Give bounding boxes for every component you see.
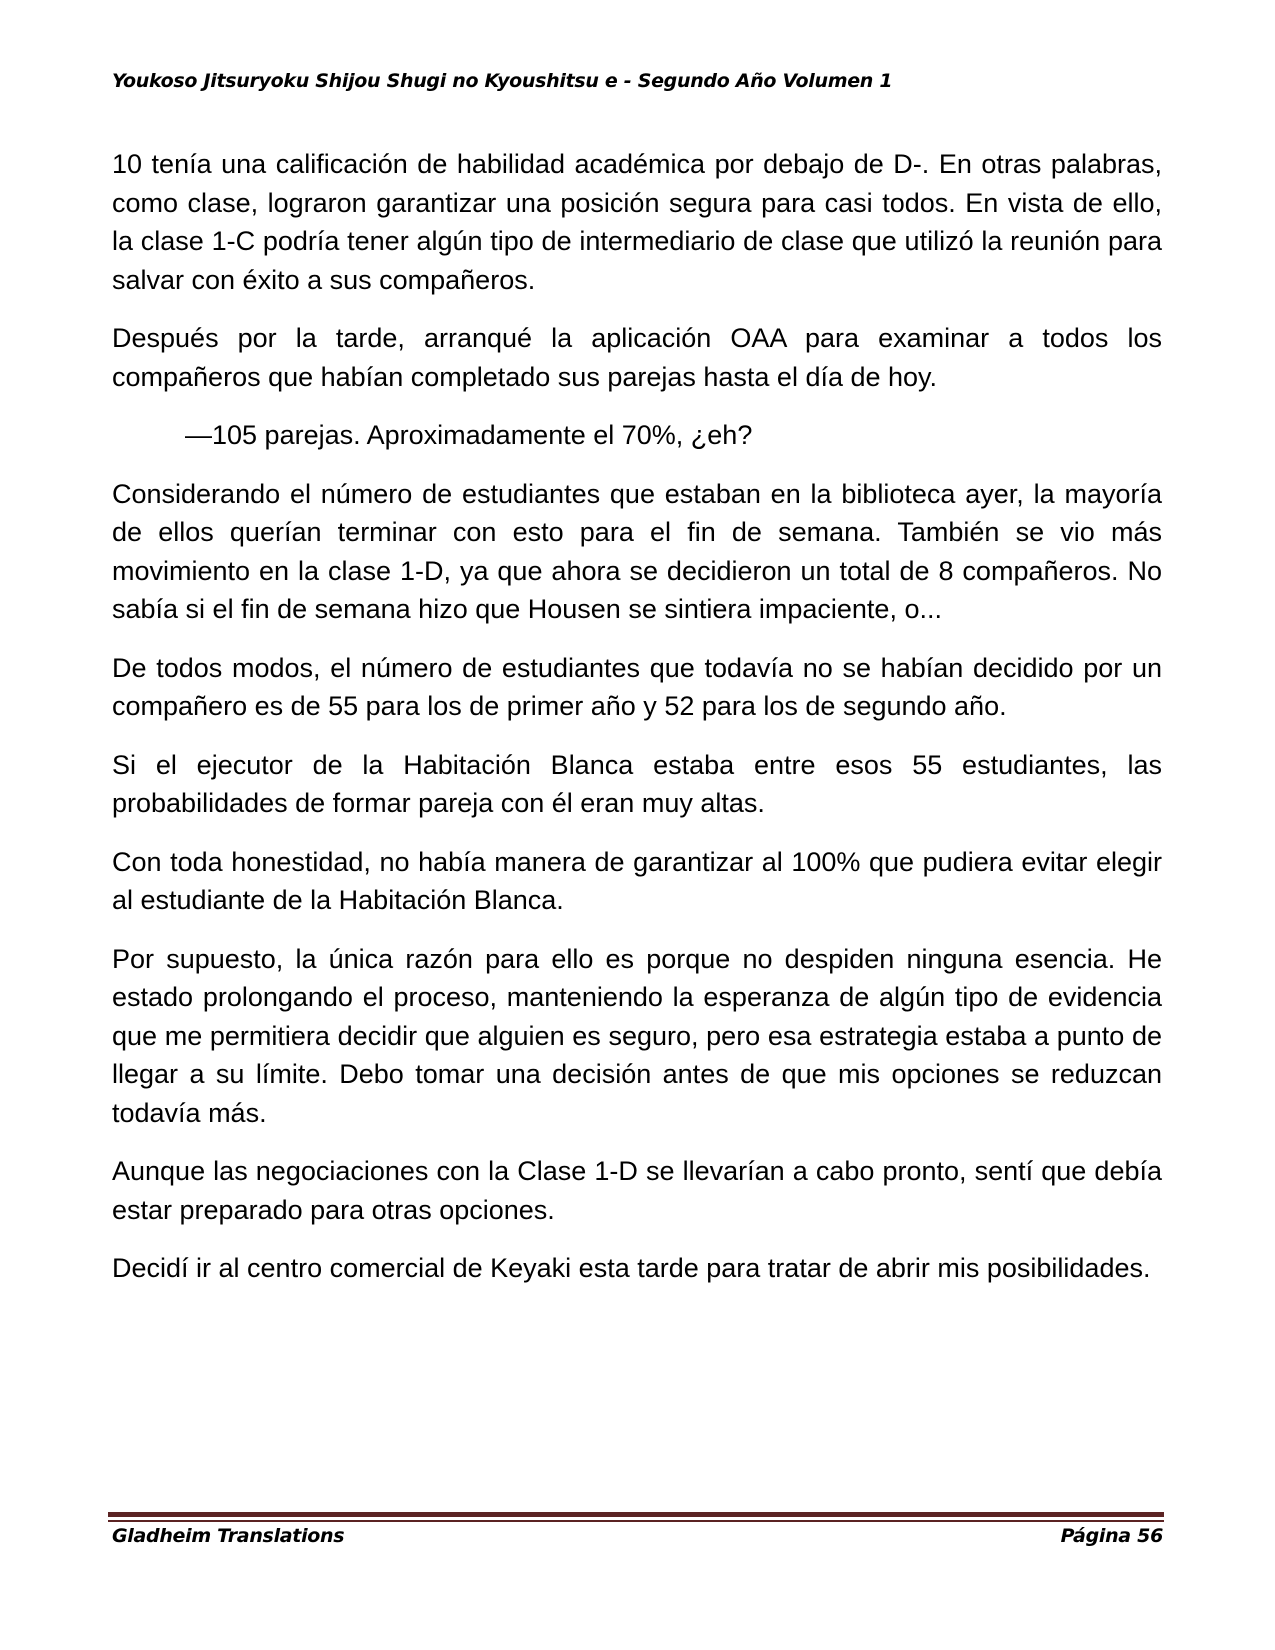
paragraph: Si el ejecutor de la Habitación Blanca estaba entre esos 55 estudiantes, las probabilidades de formar pareja con él eran muy altas. bbox=[112, 749, 1162, 818]
paragraph: Por supuesto, la única razón para ello es porque no despiden ninguna esencia. He estado prolongando el proceso, manteniendo la esperanza de algún tipo de evidencia que me permitiera decidir que alguien es seguro, pero esa estrategia estaba a punto de llegar a su límite. Debo tomar una decisión antes de que mis opciones se reduzcan todavía más. bbox=[112, 943, 1162, 1128]
paragraph: Considerando el número de estudiantes que estaban en la biblioteca ayer, la mayoría de ellos querían terminar con esto para el fin de semana. También se vio más movimiento en la clase 1-D, ya que ahora se decidieron un total de 8 compañeros. No sabía si el fin de semana hizo que Housen se sintiera impaciente, o... bbox=[112, 478, 1162, 624]
footer-credit: Gladheim Translations bbox=[112, 1525, 345, 1547]
paragraph: Después por la tarde, arranqué la aplicación OAA para examinar a todos los compañeros que habían completado sus parejas hasta el día de hoy. bbox=[112, 323, 1162, 392]
paragraph: Aunque las negociaciones con la Clase 1-D se llevarían a cabo pronto, sentí que debía estar preparado para otras opciones. bbox=[112, 1156, 1162, 1225]
paragraph: 10 tenía una calificación de habilidad académica por debajo de D-. En otras palabras, como clase, lograron garantizar una posición segura para casi todos. En vista de ello, la clase 1-C podría tener algún tipo de intermediario de clase que utilizó la reunión para salvar con éxito a sus compañeros. bbox=[112, 149, 1162, 295]
paragraph-indented: —105 parejas. Aproximadamente el 70%, ¿eh? bbox=[185, 420, 753, 450]
footer-divider-thin bbox=[108, 1520, 1164, 1522]
footer-divider-thick bbox=[108, 1512, 1164, 1517]
paragraph: De todos modos, el número de estudiantes que todavía no se habían decidido por un compañero es de 55 para los de primer año y 52 para los de segundo año. bbox=[112, 652, 1162, 721]
page-header-title: Youkoso Jitsuryoku Shijou Shugi no Kyoushitsu e - Segundo Año Volumen 1 bbox=[112, 70, 893, 92]
paragraph: Decidí ir al centro comercial de Keyaki esta tarde para tratar de abrir mis posibilidades. bbox=[112, 1253, 1151, 1283]
page-number: Página 56 bbox=[1060, 1525, 1163, 1547]
paragraph: Con toda honestidad, no había manera de garantizar al 100% que pudiera evitar elegir al estudiante de la Habitación Blanca. bbox=[112, 846, 1162, 915]
page-body bbox=[112, 145, 1162, 1308]
